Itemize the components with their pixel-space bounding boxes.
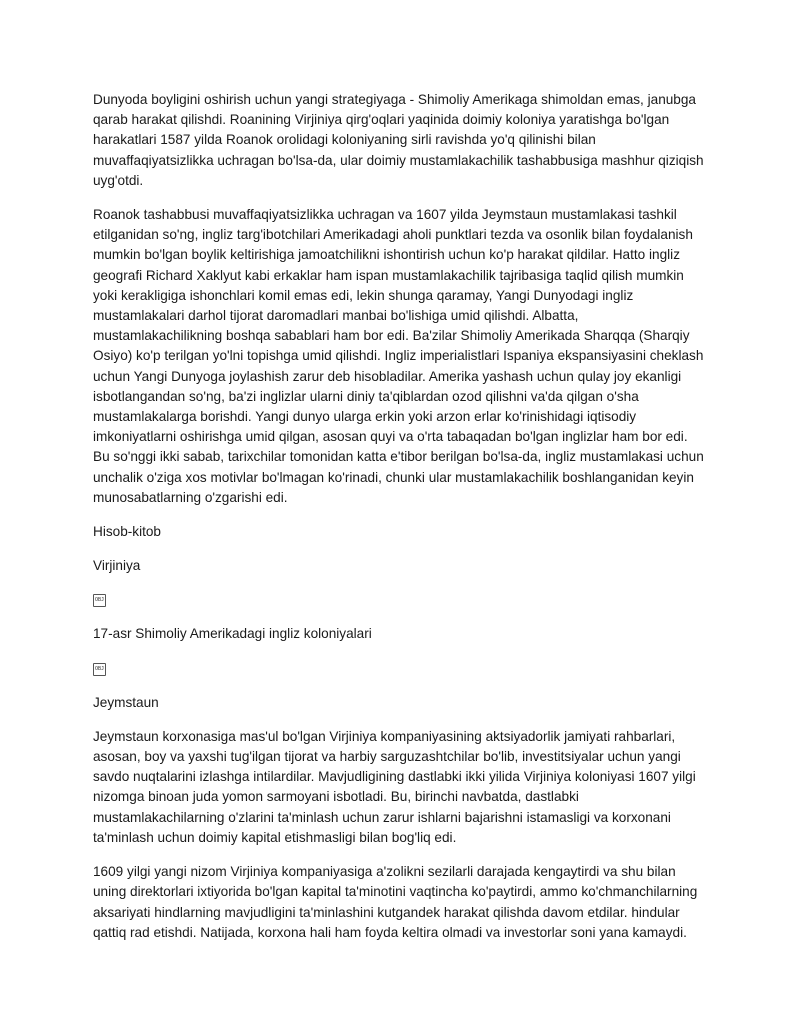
paragraph-jeymstaun: Jeymstaun korxonasiga mas'ul bo'lgan Virjiniya kompaniyasining aktsiyadorlik jamiyati rahbarlari, asosan, boy va yaxshi tug'ilgan tijorat va harbiy sarguzashtchilar bo'lib, investitsiyalar uchun yangi savdo nuqtalarini izlashga intilardilar. Mavjudligining dastlabki ikki yilida Virjiniya koloniyasi 1607 yilgi nizomga binoan juda yomon sarmoyani isbotladi. Bu, birinchi navbatda, dastlabki mustamlakachilarning o'zlarini ta'minlash uchun zarur ishlarni bajarishni istamasligi va korxonani ta'minlash uchun doimiy kapital etishmasligi bilan bog'liq edi. xyxy=(93,728,696,845)
embedded-object-2 xyxy=(93,659,705,679)
object-placeholder-icon: OBJ xyxy=(93,594,106,607)
map-caption: 17-asr Shimoliy Amerikadagi ingliz koloniyalari xyxy=(93,626,372,642)
label-virjiniya: Virjiniya xyxy=(93,558,141,574)
object-placeholder-icon: OBJ xyxy=(93,663,106,676)
document-body xyxy=(93,90,705,957)
paragraph-1609-charter: 1609 yilgi yangi nizom Virjiniya kompaniyasiga a'zolikni sezilarli darajada kengaytirdi va shu bilan uning direktorlari ixtiyorida bo'lgan kapital ta'minotini vaqtincha ko'paytirdi, ammo ko'chmanchilarning aksariyati hindlarning mavjudligini ta'minlashini kutgandek harakat qilishda davom etdilar. hindular qattiq rad etishdi. Natijada, korxona hali ham foyda keltira olmadi va investorlar soni yana kamaydi. xyxy=(93,864,698,940)
embedded-object-1 xyxy=(93,590,705,610)
label-hisob-kitob: Hisob-kitob xyxy=(93,524,161,540)
label-jeymstaun: Jeymstaun xyxy=(93,694,159,710)
paragraph-intro: Dunyoda boyligini oshirish uchun yangi strategiyaga - Shimoliy Amerikaga shimoldan emas, janubga qarab harakat qilishdi. Roanining Virjiniya qirg'oqlari yaqinida doimiy koloniya yaratishga bo'lgan harakatlari 1587 yilda Roanok orolidagi koloniyaning sirli ravishda yo'q qilinishi bilan muvaffaqiyatsizlikka uchragan bo'lsa-da, ular doimiy mustamlakachilik tashabbusiga mashhur qiziqish uyg'otdi. xyxy=(93,92,704,188)
paragraph-roanok: Roanok tashabbusi muvaffaqiyatsizlikka uchragan va 1607 yilda Jeymstaun mustamlakasi tashkil etilganidan so'ng, ingliz targ'ibotchilari Amerikadagi aholi punktlari tezda va osonlik bilan foydalanish mumkin bo'lgan boylik keltirishiga jamoatchilikni ishontirish uchun ko'p harakat qildilar. Hatto ingliz geografi Richard Xaklyut kabi erkaklar ham ispan mustamlakachilik tajribasiga taqlid qilish mumkin yoki kerakligiga ishonchlari komil emas edi, lekin shunga qaramay, Yangi Dunyodagi ingliz mustamlakalari darhol tijorat daromadlari manbai bo'lishiga umid qilishdi. Albatta, mustamlakachilikning boshqa sabablari ham bor edi. Ba'zilar Shimoliy Amerikada Sharqqa (Sharqiy Osiyo) ko'p terilgan yo'lni topishga umid qilishdi. Ingliz imperialistlari Ispaniya ekspansiyasini cheklash uchun Yangi Dunyoga joylashish zarur deb hisobladilar. Amerika yashash uchun qulay joy ekanligi isbotlangandan so'ng, ba'zi inglizlar ularni diniy ta'qiblardan ozod qilishni va'da qilgan o'sha mustamlakalarga borishdi. Yangi dunyo ularga erkin yoki arzon erlar ko'rinishidagi iqtisodiy imkoniyatlarni oshirishga umid qilgan, asosan quyi va o'rta tabaqadan bo'lgan inglizlar ham bor edi. Bu so'nggi ikki sabab, tarixchilar tomonidan katta e'tibor berilgan bo'lsa-da, ingliz mustamlakasi uchun unchalik o'ziga xos motivlar bo'lmagan ko'rinadi, chunki ular mustamlakachilik boshlanganidan keyin munosabatlarning o'zgarishi edi. xyxy=(93,207,704,505)
